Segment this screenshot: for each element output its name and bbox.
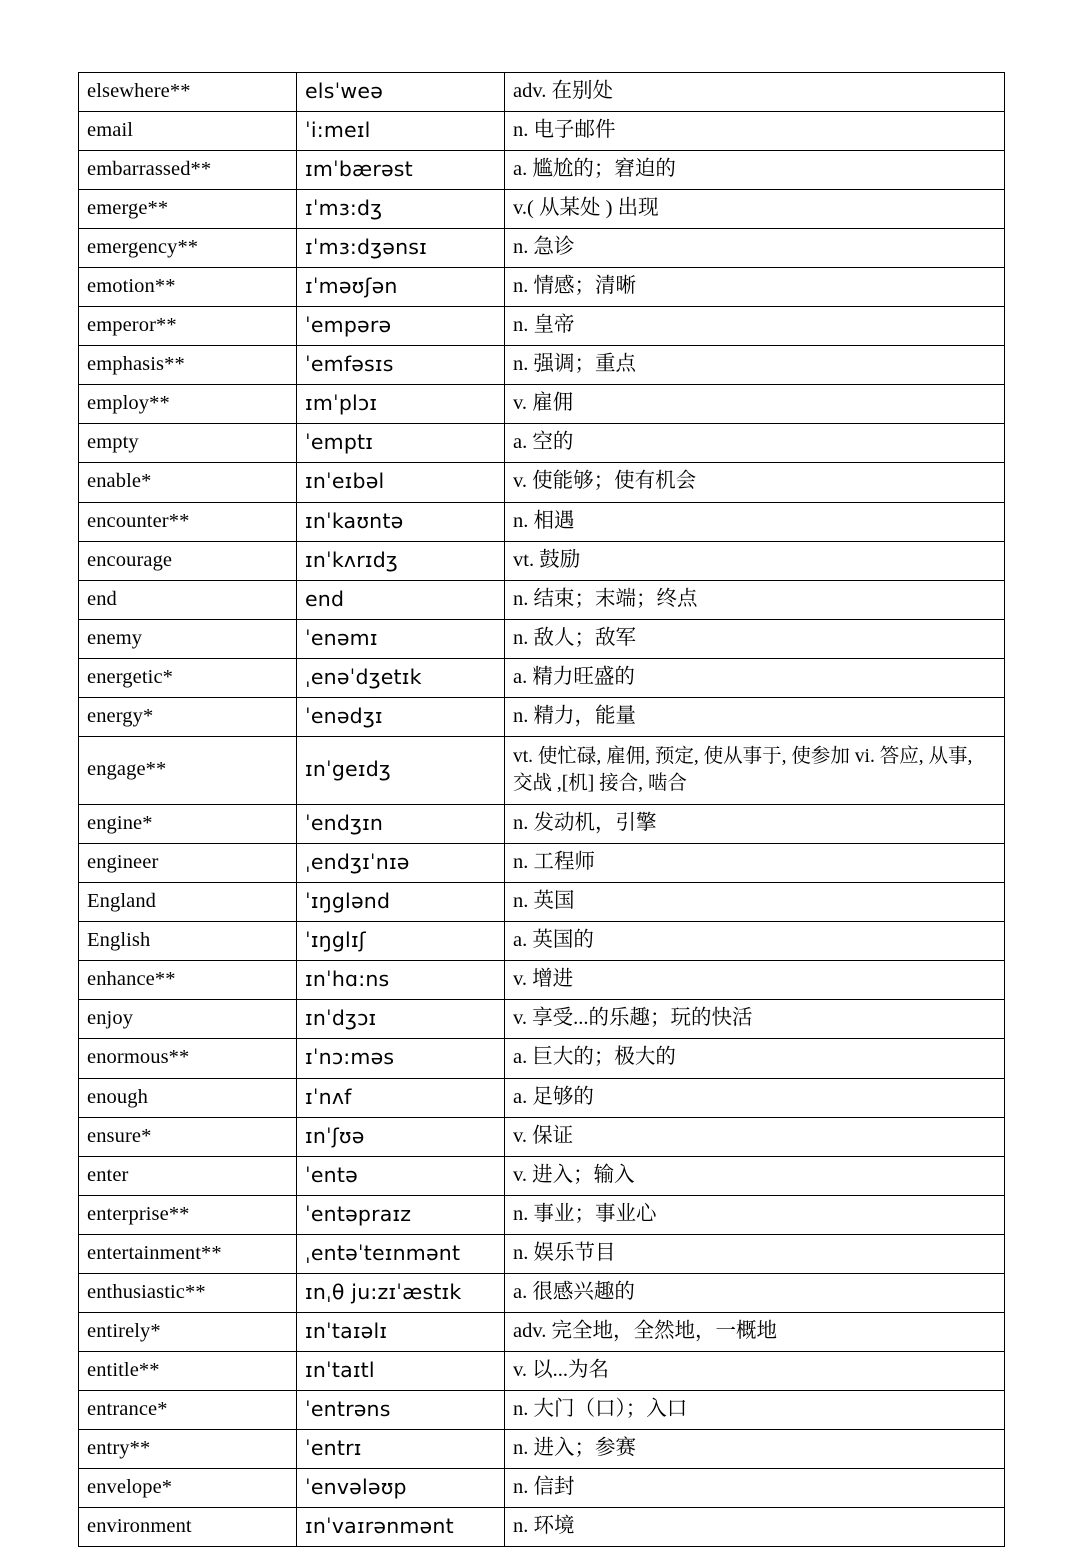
word-cell: enough <box>79 1078 297 1117</box>
table-row <box>79 1351 1005 1390</box>
word-cell: employ** <box>79 385 297 424</box>
word-cell: embarrassed** <box>79 151 297 190</box>
table-row <box>79 1390 1005 1429</box>
pronunciation-cell: ˈentəpraɪz <box>297 1195 505 1234</box>
word-cell: enter <box>79 1156 297 1195</box>
table-row <box>79 1117 1005 1156</box>
pronunciation-cell: ɪmˈplɔɪ <box>297 385 505 424</box>
word-cell: ensure* <box>79 1117 297 1156</box>
pronunciation-cell: ɪmˈbærəst <box>297 151 505 190</box>
meaning-cell: n. 电子邮件 <box>505 112 1005 151</box>
pronunciation-cell: ɪnˈgeɪdʒ <box>297 736 505 804</box>
table-row <box>79 346 1005 385</box>
table-row <box>79 961 1005 1000</box>
pronunciation-cell: ɪnˈeɪbəl <box>297 463 505 502</box>
meaning-cell: v. 使能够；使有机会 <box>505 463 1005 502</box>
table-row <box>79 502 1005 541</box>
word-cell: encounter** <box>79 502 297 541</box>
word-cell: elsewhere** <box>79 73 297 112</box>
pronunciation-cell: ɪnˈtaɪəlɪ <box>297 1312 505 1351</box>
pronunciation-cell: ɪnˌθ ju:zɪˈæstɪk <box>297 1273 505 1312</box>
pronunciation-cell: ɪˈmɜ:dʒ <box>297 190 505 229</box>
table-row <box>79 1078 1005 1117</box>
meaning-cell: n. 急诊 <box>505 229 1005 268</box>
pronunciation-cell: ɪnˈʃʊə <box>297 1117 505 1156</box>
pronunciation-cell: ɪˈmɜ:dʒənsɪ <box>297 229 505 268</box>
word-cell: enterprise** <box>79 1195 297 1234</box>
word-cell: England <box>79 883 297 922</box>
pronunciation-cell: ɪˈnʌf <box>297 1078 505 1117</box>
pronunciation-cell: ˈenədʒɪ <box>297 697 505 736</box>
table-row <box>79 1312 1005 1351</box>
table-row <box>79 463 1005 502</box>
pronunciation-cell: ˈemptɪ <box>297 424 505 463</box>
word-cell: engineer <box>79 844 297 883</box>
word-cell: energy* <box>79 697 297 736</box>
table-row <box>79 922 1005 961</box>
pronunciation-cell: ˈentrəns <box>297 1390 505 1429</box>
pronunciation-cell: ˈemfəsɪs <box>297 346 505 385</box>
meaning-cell: n. 工程师 <box>505 844 1005 883</box>
word-cell: enjoy <box>79 1000 297 1039</box>
pronunciation-cell: ɪnˈtaɪtl <box>297 1351 505 1390</box>
word-cell: end <box>79 580 297 619</box>
pronunciation-cell: ˈenvələʊp <box>297 1468 505 1507</box>
pronunciation-cell: elsˈweə <box>297 73 505 112</box>
word-cell: email <box>79 112 297 151</box>
word-cell: entry** <box>79 1429 297 1468</box>
meaning-cell: v. 雇佣 <box>505 385 1005 424</box>
table-row <box>79 229 1005 268</box>
word-cell: enthusiastic** <box>79 1273 297 1312</box>
pronunciation-cell: ˈempərə <box>297 307 505 346</box>
word-cell: enhance** <box>79 961 297 1000</box>
table-row <box>79 1508 1005 1547</box>
word-cell: enemy <box>79 619 297 658</box>
meaning-cell: a. 空的 <box>505 424 1005 463</box>
word-cell: engage** <box>79 736 297 804</box>
table-row <box>79 1039 1005 1078</box>
table-row <box>79 1273 1005 1312</box>
pronunciation-cell: ˌendʒɪˈnɪə <box>297 844 505 883</box>
meaning-cell: n. 结束；末端；终点 <box>505 580 1005 619</box>
pronunciation-cell: ɪnˈkaʊntə <box>297 502 505 541</box>
word-cell: emerge** <box>79 190 297 229</box>
meaning-cell: a. 很感兴趣的 <box>505 1273 1005 1312</box>
meaning-cell: v. 进入；输入 <box>505 1156 1005 1195</box>
vocabulary-table <box>78 72 1005 1547</box>
word-cell: entitle** <box>79 1351 297 1390</box>
word-cell: envelope* <box>79 1468 297 1507</box>
word-cell: engine* <box>79 805 297 844</box>
meaning-cell: n. 皇帝 <box>505 307 1005 346</box>
word-cell: emergency** <box>79 229 297 268</box>
meaning-cell: a. 足够的 <box>505 1078 1005 1117</box>
word-cell: English <box>79 922 297 961</box>
table-row <box>79 1156 1005 1195</box>
word-cell: encourage <box>79 541 297 580</box>
pronunciation-cell: ɪˈməʊʃən <box>297 268 505 307</box>
pronunciation-cell: ɪnˈdʒɔɪ <box>297 1000 505 1039</box>
table-row <box>79 1429 1005 1468</box>
word-cell: entertainment** <box>79 1234 297 1273</box>
pronunciation-cell: ˈentə <box>297 1156 505 1195</box>
meaning-cell: a. 尴尬的；窘迫的 <box>505 151 1005 190</box>
table-row <box>79 307 1005 346</box>
pronunciation-cell: ɪnˈvaɪrənmənt <box>297 1508 505 1547</box>
meaning-cell: n. 发动机，引擎 <box>505 805 1005 844</box>
word-cell: environment <box>79 1508 297 1547</box>
meaning-cell: n. 环境 <box>505 1508 1005 1547</box>
meaning-cell: a. 英国的 <box>505 922 1005 961</box>
meaning-cell: a. 精力旺盛的 <box>505 658 1005 697</box>
pronunciation-cell: ˈenəmɪ <box>297 619 505 658</box>
vocabulary-table-body <box>79 73 1005 1547</box>
pronunciation-cell: ˌentəˈteɪnmənt <box>297 1234 505 1273</box>
word-cell: empty <box>79 424 297 463</box>
table-row <box>79 1195 1005 1234</box>
pronunciation-cell: ˌenəˈdʒetɪk <box>297 658 505 697</box>
pronunciation-cell: ˈendʒɪn <box>297 805 505 844</box>
meaning-cell: n. 情感；清晰 <box>505 268 1005 307</box>
pronunciation-cell: ɪˈnɔ:məs <box>297 1039 505 1078</box>
word-cell: emotion** <box>79 268 297 307</box>
word-cell: enormous** <box>79 1039 297 1078</box>
word-cell: enable* <box>79 463 297 502</box>
meaning-cell: vt. 鼓励 <box>505 541 1005 580</box>
meaning-cell: adv. 完全地，全然地，一概地 <box>505 1312 1005 1351</box>
table-row <box>79 268 1005 307</box>
meaning-cell: v. 享受...的乐趣；玩的快活 <box>505 1000 1005 1039</box>
meaning-cell: adv. 在别处 <box>505 73 1005 112</box>
meaning-cell: a. 巨大的；极大的 <box>505 1039 1005 1078</box>
table-row <box>79 805 1005 844</box>
table-row <box>79 541 1005 580</box>
table-row <box>79 112 1005 151</box>
table-row <box>79 844 1005 883</box>
table-row <box>79 883 1005 922</box>
pronunciation-cell: ˈentrɪ <box>297 1429 505 1468</box>
table-row <box>79 580 1005 619</box>
meaning-cell: n. 事业；事业心 <box>505 1195 1005 1234</box>
meaning-cell: n. 进入；参赛 <box>505 1429 1005 1468</box>
pronunciation-cell: ˈi:meɪl <box>297 112 505 151</box>
meaning-cell: v.( 从某处 ) 出现 <box>505 190 1005 229</box>
table-row <box>79 424 1005 463</box>
meaning-cell: n. 信封 <box>505 1468 1005 1507</box>
table-row <box>79 697 1005 736</box>
meaning-cell: n. 娱乐节目 <box>505 1234 1005 1273</box>
meaning-cell: v. 保证 <box>505 1117 1005 1156</box>
word-cell: emperor** <box>79 307 297 346</box>
table-row <box>79 385 1005 424</box>
pronunciation-cell: ˈɪŋglənd <box>297 883 505 922</box>
word-cell: entrance* <box>79 1390 297 1429</box>
meaning-cell: vt. 使忙碌, 雇佣, 预定, 使从事于, 使参加 vi. 答应, 从事, 交战 ,[机] 接合, 啮合 <box>505 736 1005 804</box>
table-row <box>79 619 1005 658</box>
meaning-cell: n. 英国 <box>505 883 1005 922</box>
table-row <box>79 1468 1005 1507</box>
table-row <box>79 73 1005 112</box>
meaning-cell: n. 精力，能量 <box>505 697 1005 736</box>
word-cell: entirely* <box>79 1312 297 1351</box>
meaning-cell: v. 以...为名 <box>505 1351 1005 1390</box>
table-row <box>79 658 1005 697</box>
word-cell: energetic* <box>79 658 297 697</box>
meaning-cell: n. 相遇 <box>505 502 1005 541</box>
meaning-cell: n. 大门（口）；入口 <box>505 1390 1005 1429</box>
meaning-cell: v. 增进 <box>505 961 1005 1000</box>
table-row <box>79 1234 1005 1273</box>
pronunciation-cell: ˈɪŋglɪʃ <box>297 922 505 961</box>
word-cell: emphasis** <box>79 346 297 385</box>
table-row <box>79 1000 1005 1039</box>
pronunciation-cell: ɪnˈhɑ:ns <box>297 961 505 1000</box>
table-row <box>79 190 1005 229</box>
table-row <box>79 151 1005 190</box>
meaning-cell: n. 强调；重点 <box>505 346 1005 385</box>
pronunciation-cell: ɪnˈkʌrɪdʒ <box>297 541 505 580</box>
meaning-cell: n. 敌人；敌军 <box>505 619 1005 658</box>
table-row <box>79 736 1005 804</box>
pronunciation-cell: end <box>297 580 505 619</box>
